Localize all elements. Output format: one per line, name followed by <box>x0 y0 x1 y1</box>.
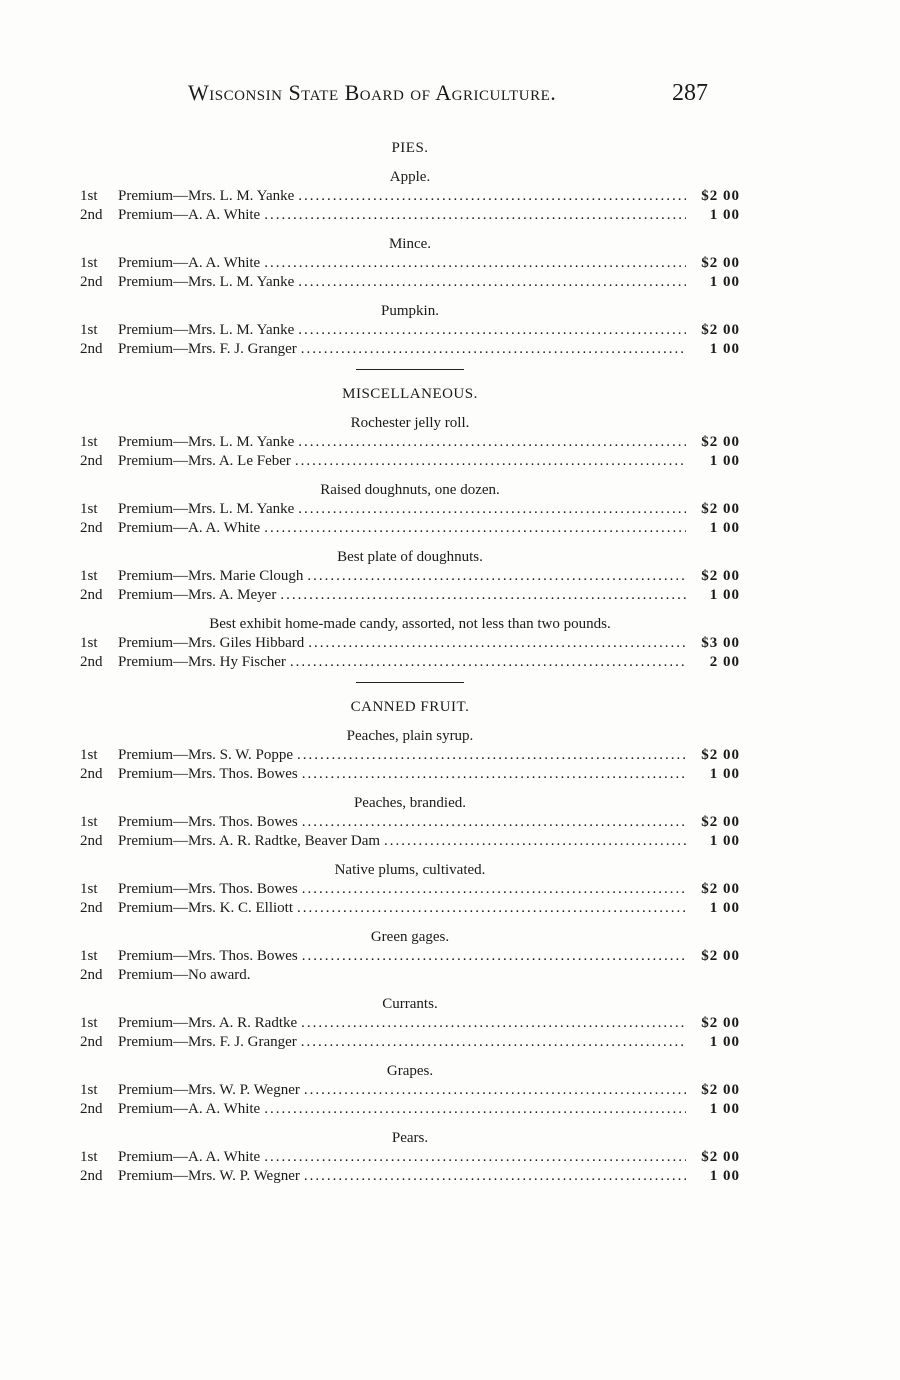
place-label: 1st <box>80 1149 98 1165</box>
dot-leader <box>295 452 686 471</box>
premium-amount: $2 00 <box>701 434 740 450</box>
category-heading: Rochester jelly roll. <box>350 415 470 431</box>
dot-leader <box>297 899 686 918</box>
dot-leader <box>298 433 686 452</box>
section-title: MISCELLANEOUS. <box>342 386 478 402</box>
premium-amount: 1 00 <box>709 341 740 357</box>
place-label: 2nd <box>80 1168 103 1184</box>
dot-leader <box>308 634 686 653</box>
premium-amount: 1 00 <box>709 1168 740 1184</box>
award-entry <box>80 1148 740 1167</box>
premium-amount: $2 00 <box>701 255 740 271</box>
premium-amount: $2 00 <box>701 1082 740 1098</box>
winner-name: Premium—Mrs. W. P. Wegner <box>118 1168 300 1184</box>
winner-name: Premium—Mrs. L. M. Yanke <box>118 274 295 290</box>
dot-leader <box>302 947 686 966</box>
award-group <box>80 414 740 471</box>
dot-leader <box>280 586 686 605</box>
category-heading: Green gages. <box>370 929 450 945</box>
award-entry <box>80 1100 740 1119</box>
award-entry <box>80 966 740 985</box>
dot-leader <box>298 500 686 519</box>
premium-amount: 1 00 <box>709 520 740 536</box>
dot-leader <box>301 1014 686 1033</box>
award-entry <box>80 653 740 672</box>
category-heading: Peaches, brandied. <box>353 795 467 811</box>
award-entry <box>80 519 740 538</box>
premium-amount: $2 00 <box>701 568 740 584</box>
premium-amount: $2 00 <box>701 814 740 830</box>
winner-name: Premium—Mrs. L. M. Yanke <box>118 501 295 517</box>
dot-leader <box>264 206 686 225</box>
section-title: CANNED FRUIT. <box>350 699 470 715</box>
award-group <box>80 995 740 1052</box>
winner-name: Premium—Mrs. L. M. Yanke <box>118 188 295 204</box>
section-divider <box>356 369 464 370</box>
section-title: PIES. <box>391 140 429 156</box>
category-heading: Best exhibit home-made candy, assorted, not less than two pounds. <box>209 616 611 632</box>
award-entry <box>80 273 740 292</box>
award-entry <box>80 433 740 452</box>
dot-leader <box>302 765 686 784</box>
category-heading: Raised doughnuts, one dozen. <box>320 482 500 498</box>
award-group <box>80 235 740 292</box>
place-label: 2nd <box>80 1101 103 1117</box>
award-group <box>80 481 740 538</box>
place-label: 1st <box>80 255 98 271</box>
award-entry <box>80 947 740 966</box>
place-label: 1st <box>80 1015 98 1031</box>
dot-leader <box>301 1033 686 1052</box>
running-head: Wisconsin State Board of Agriculture. <box>188 80 557 105</box>
dot-leader <box>264 1100 686 1119</box>
place-label: 1st <box>80 814 98 830</box>
place-label: 2nd <box>80 900 103 916</box>
place-label: 2nd <box>80 1034 103 1050</box>
award-entry <box>80 586 740 605</box>
category-heading: Apple. <box>389 169 431 185</box>
place-label: 2nd <box>80 453 103 469</box>
winner-name: Premium—Mrs. Thos. Bowes <box>118 766 298 782</box>
winner-name: Premium—Mrs. A. Meyer <box>118 587 277 603</box>
award-entry <box>80 567 740 586</box>
winner-name: Premium—Mrs. Giles Hibbard <box>118 635 305 651</box>
place-label: 1st <box>80 188 98 204</box>
award-group <box>80 302 740 359</box>
premium-amount: 1 00 <box>709 453 740 469</box>
place-label: 1st <box>80 881 98 897</box>
winner-name: Premium—Mrs. F. J. Granger <box>118 1034 297 1050</box>
dot-leader <box>264 1148 686 1167</box>
category-heading: Best plate of doughnuts. <box>337 549 483 565</box>
category-heading: Pears. <box>391 1130 429 1146</box>
award-group <box>80 861 740 918</box>
award-group <box>80 928 740 985</box>
winner-name: Premium—Mrs. F. J. Granger <box>118 341 297 357</box>
winner-name: Premium—Mrs. K. C. Elliott <box>118 900 294 916</box>
award-entry <box>80 452 740 471</box>
winner-name: Premium—Mrs. A. R. Radtke, Beaver Dam <box>118 833 381 849</box>
place-label: 1st <box>80 322 98 338</box>
award-entry <box>80 765 740 784</box>
winner-name: Premium—A. A. White <box>118 1149 261 1165</box>
award-entry <box>80 321 740 340</box>
premium-amount: $2 00 <box>701 188 740 204</box>
dot-leader <box>301 340 686 359</box>
place-label: 1st <box>80 1082 98 1098</box>
dot-leader <box>298 273 686 292</box>
dot-leader <box>264 254 686 273</box>
place-label: 2nd <box>80 833 103 849</box>
dot-leader <box>290 653 686 672</box>
premium-amount: 1 00 <box>709 766 740 782</box>
winner-name: Premium—Mrs. L. M. Yanke <box>118 434 295 450</box>
winner-name: Premium—No award. <box>118 967 251 983</box>
winner-name: Premium—A. A. White <box>118 207 261 223</box>
premium-amount: 1 00 <box>709 833 740 849</box>
award-entry <box>80 634 740 653</box>
award-entry <box>80 746 740 765</box>
premium-amount: 1 00 <box>709 207 740 223</box>
place-label: 2nd <box>80 207 103 223</box>
premium-amount: $2 00 <box>701 881 740 897</box>
winner-name: Premium—Mrs. A. R. Radtke <box>118 1015 298 1031</box>
dot-leader <box>298 321 686 340</box>
winner-name: Premium—A. A. White <box>118 255 261 271</box>
place-label: 2nd <box>80 967 103 983</box>
place-label: 2nd <box>80 341 103 357</box>
category-heading: Pumpkin. <box>381 303 439 319</box>
winner-name: Premium—Mrs. Thos. Bowes <box>118 814 298 830</box>
award-group <box>80 794 740 851</box>
award-entry <box>80 899 740 918</box>
premium-amount: $2 00 <box>701 1015 740 1031</box>
place-label: 2nd <box>80 654 103 670</box>
premium-amount: 1 00 <box>709 1101 740 1117</box>
category-heading: Peaches, plain syrup. <box>346 728 474 744</box>
premium-amount: $3 00 <box>701 635 740 651</box>
category-heading: Native plums, cultivated. <box>334 862 486 878</box>
award-entry <box>80 1033 740 1052</box>
award-entry <box>80 813 740 832</box>
award-entry <box>80 206 740 225</box>
premium-amount: $2 00 <box>701 747 740 763</box>
category-heading: Currants. <box>382 996 438 1012</box>
place-label: 2nd <box>80 587 103 603</box>
premium-amount: 1 00 <box>709 587 740 603</box>
dot-leader <box>304 1081 686 1100</box>
award-entry <box>80 254 740 273</box>
award-entry <box>80 1081 740 1100</box>
place-label: 1st <box>80 501 98 517</box>
winner-name: Premium—Mrs. Thos. Bowes <box>118 948 298 964</box>
award-group <box>80 548 740 605</box>
place-label: 2nd <box>80 274 103 290</box>
category-heading: Grapes. <box>386 1063 434 1079</box>
award-entry <box>80 1167 740 1186</box>
place-label: 1st <box>80 747 98 763</box>
winner-name: Premium—Mrs. A. Le Feber <box>118 453 291 469</box>
award-entry <box>80 880 740 899</box>
winner-name: Premium—Mrs. Thos. Bowes <box>118 881 298 897</box>
award-group <box>80 1129 740 1186</box>
place-label: 2nd <box>80 766 103 782</box>
premium-amount: $2 00 <box>701 1149 740 1165</box>
place-label: 1st <box>80 635 98 651</box>
winner-name: Premium—A. A. White <box>118 520 261 536</box>
place-label: 2nd <box>80 520 103 536</box>
award-entry <box>80 340 740 359</box>
award-group <box>80 615 740 672</box>
dot-leader <box>307 567 686 586</box>
winner-name: Premium—Mrs. Marie Clough <box>118 568 304 584</box>
award-group <box>80 727 740 784</box>
premium-list <box>80 134 740 1192</box>
place-label: 1st <box>80 568 98 584</box>
place-label: 1st <box>80 948 98 964</box>
premium-amount: 1 00 <box>709 900 740 916</box>
category-heading: Mince. <box>388 236 432 252</box>
page-number: 287 <box>672 80 708 106</box>
winner-name: Premium—A. A. White <box>118 1101 261 1117</box>
section-divider <box>356 682 464 683</box>
premium-amount: 1 00 <box>709 1034 740 1050</box>
dot-leader <box>384 832 686 851</box>
winner-name: Premium—Mrs. S. W. Poppe <box>118 747 294 763</box>
award-group <box>80 168 740 225</box>
award-entry <box>80 500 740 519</box>
premium-amount: $2 00 <box>701 501 740 517</box>
winner-name: Premium—Mrs. W. P. Wegner <box>118 1082 300 1098</box>
dot-leader <box>298 187 686 206</box>
dot-leader <box>297 746 686 765</box>
award-entry <box>80 1014 740 1033</box>
premium-amount: $2 00 <box>701 322 740 338</box>
award-group <box>80 1062 740 1119</box>
award-entry <box>80 187 740 206</box>
dot-leader <box>302 880 686 899</box>
dot-leader <box>302 813 686 832</box>
award-entry <box>80 832 740 851</box>
premium-amount: 1 00 <box>709 274 740 290</box>
place-label: 1st <box>80 434 98 450</box>
dot-leader <box>264 519 686 538</box>
dot-leader <box>304 1167 686 1186</box>
premium-amount: 2 00 <box>709 654 740 670</box>
premium-amount: $2 00 <box>701 948 740 964</box>
winner-name: Premium—Mrs. L. M. Yanke <box>118 322 295 338</box>
winner-name: Premium—Mrs. Hy Fischer <box>118 654 286 670</box>
